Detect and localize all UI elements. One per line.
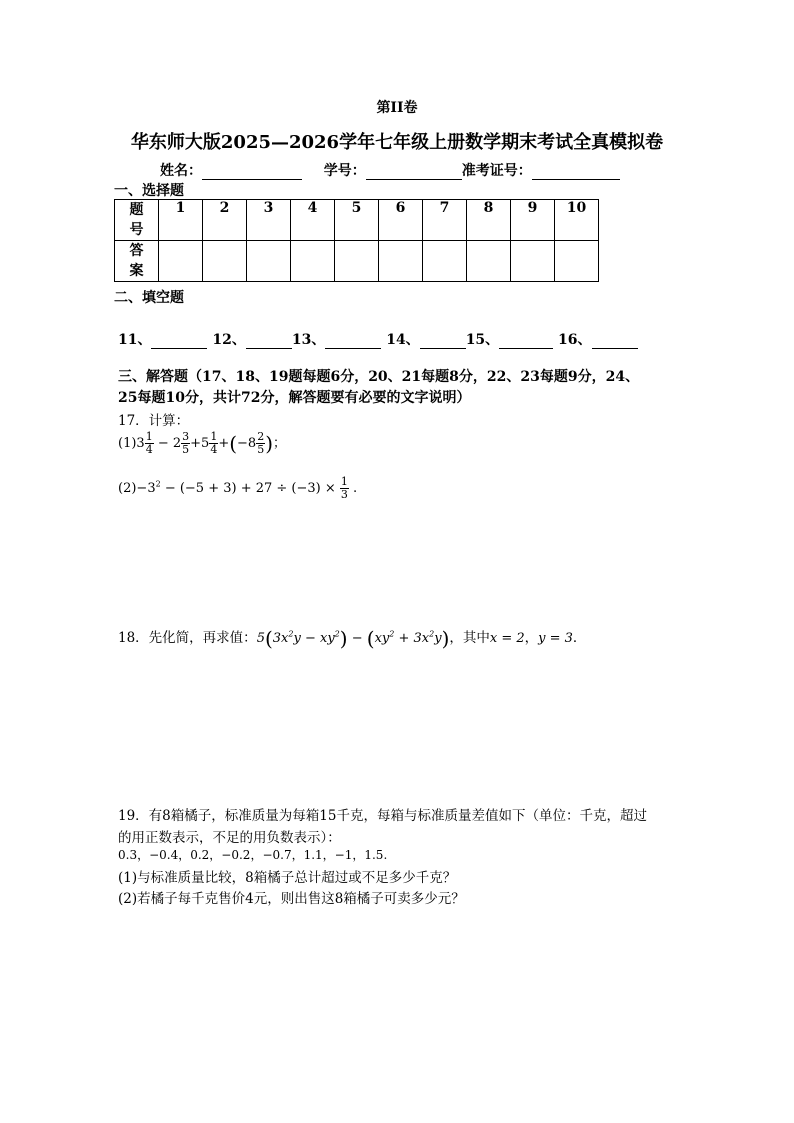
question-number-cell: 7 — [423, 200, 467, 241]
fill-item-16: 16、 — [558, 332, 592, 348]
question-number-cell: 4 — [291, 200, 335, 241]
student-id-blank[interactable] — [366, 163, 462, 180]
q18-line: 18．先化简，再求值：$5(3x^2y - xy^2) - (xy^2 + 3x^2y)$，其中x = 2，y = 3． — [118, 626, 587, 651]
fill-item-15: 15、 — [465, 332, 500, 348]
question-number-cell: 5 — [335, 200, 379, 241]
name-label: 姓名： — [160, 163, 202, 179]
answer-cell[interactable] — [159, 241, 203, 282]
question-number-cell: 3 — [247, 200, 291, 241]
answer-cell[interactable] — [467, 241, 511, 282]
answer-table-answer-row — [115, 241, 599, 282]
q18-y-value: y = 3 — [538, 631, 573, 646]
blank-12[interactable] — [246, 334, 292, 349]
volume-label: 第II卷 — [376, 100, 418, 116]
section1-heading: 一、选择题 — [114, 183, 184, 199]
q17-part1-label: (1) — [118, 436, 137, 451]
section2-heading: 二、填空题 — [114, 290, 184, 306]
answer-cell[interactable] — [379, 241, 423, 282]
fill-item-14: 14、 — [386, 332, 420, 348]
q18-label: 18．先化简，再求值： — [118, 630, 257, 646]
blank-13[interactable] — [325, 334, 381, 349]
q19-part2: (2)若橘子每千克售价4元，则出售这8箱橘子可卖多少元？ — [118, 891, 465, 907]
answer-cell[interactable] — [335, 241, 379, 282]
question-number-cell: 2 — [203, 200, 247, 241]
exam-number-label: 准考证号： — [461, 163, 532, 179]
blank-11[interactable] — [151, 334, 207, 349]
answer-cell[interactable] — [203, 241, 247, 282]
fill-item-11: 11、 — [118, 332, 152, 348]
answer-cell[interactable] — [247, 241, 291, 282]
q18-expression: $5(3x^2y - xy^2) - (xy^2 + 3x^2y)$ — [256, 626, 450, 651]
row-label-number: 题号 — [115, 200, 159, 241]
q17-part2-label: (2) — [118, 481, 137, 496]
fill-item-12: 12、 — [212, 332, 246, 348]
question-number-cell: 1 — [159, 200, 203, 241]
q17-part2-expression: $(2)-3^2 - (-5 + 3) + 27 \div (-3)$ × $\frac{1}{3}$ . — [118, 475, 358, 501]
exam-number-blank[interactable] — [532, 163, 620, 180]
blank-16[interactable] — [592, 334, 638, 349]
q18-x-value: x = 2 — [489, 631, 525, 646]
question-number-cell: 9 — [511, 200, 555, 241]
q18-condition-label: ，其中 — [449, 630, 490, 646]
blank-15[interactable] — [499, 334, 553, 349]
question-number-cell: 8 — [467, 200, 511, 241]
q17-label: 17．计算： — [118, 413, 190, 429]
student-id-label: 学号： — [323, 163, 366, 179]
q17-part1-expression: (1)3 $\frac{1}{4}$ − 2 $\frac{3}{5}$ +5 $\frac{1}{4}$ +(−8 $\frac{2}{5}$ )； — [118, 430, 287, 456]
answer-cell[interactable] — [423, 241, 467, 282]
answer-cell[interactable] — [511, 241, 555, 282]
q19-line1: 19．有8箱橘子，标准质量为每箱15千克，每箱与标准质量差值如下（单位：千克，超过 — [118, 808, 647, 824]
exam-title: 华东师大版2025—2026学年七年级上册数学期末考试全真模拟卷 — [130, 132, 664, 153]
answer-cell[interactable] — [291, 241, 335, 282]
q19-part1: (1)与标准质量比较，8箱橘子总计超过或不足多少千克？ — [118, 870, 457, 886]
section3-heading-line1: 三、解答题（17、18、19题每题6分，20、21每题8分，22、23每题9分，24、 — [118, 369, 640, 385]
section3-heading-line2: 25每题10分，共计72分，解答题要有必要的文字说明） — [118, 390, 471, 406]
question-number-cell: 10 — [555, 200, 599, 241]
student-info-line — [160, 160, 620, 180]
answer-cell[interactable] — [555, 241, 599, 282]
fill-item-13: 13、 — [291, 332, 326, 348]
q19-line2: 的用正数表示，不足的用负数表示）： — [118, 830, 341, 846]
row-label-answer: 答案 — [115, 241, 159, 282]
question-number-cell: 6 — [379, 200, 423, 241]
answer-table — [114, 199, 599, 282]
q19-values: 0.3，−0.4，0.2，−0.2，−0.7，1.1，−1，1.5. — [118, 848, 388, 862]
fill-blank-line — [118, 329, 638, 349]
blank-14[interactable] — [420, 334, 466, 349]
name-blank[interactable] — [202, 163, 302, 180]
answer-table-number-row — [115, 200, 599, 241]
